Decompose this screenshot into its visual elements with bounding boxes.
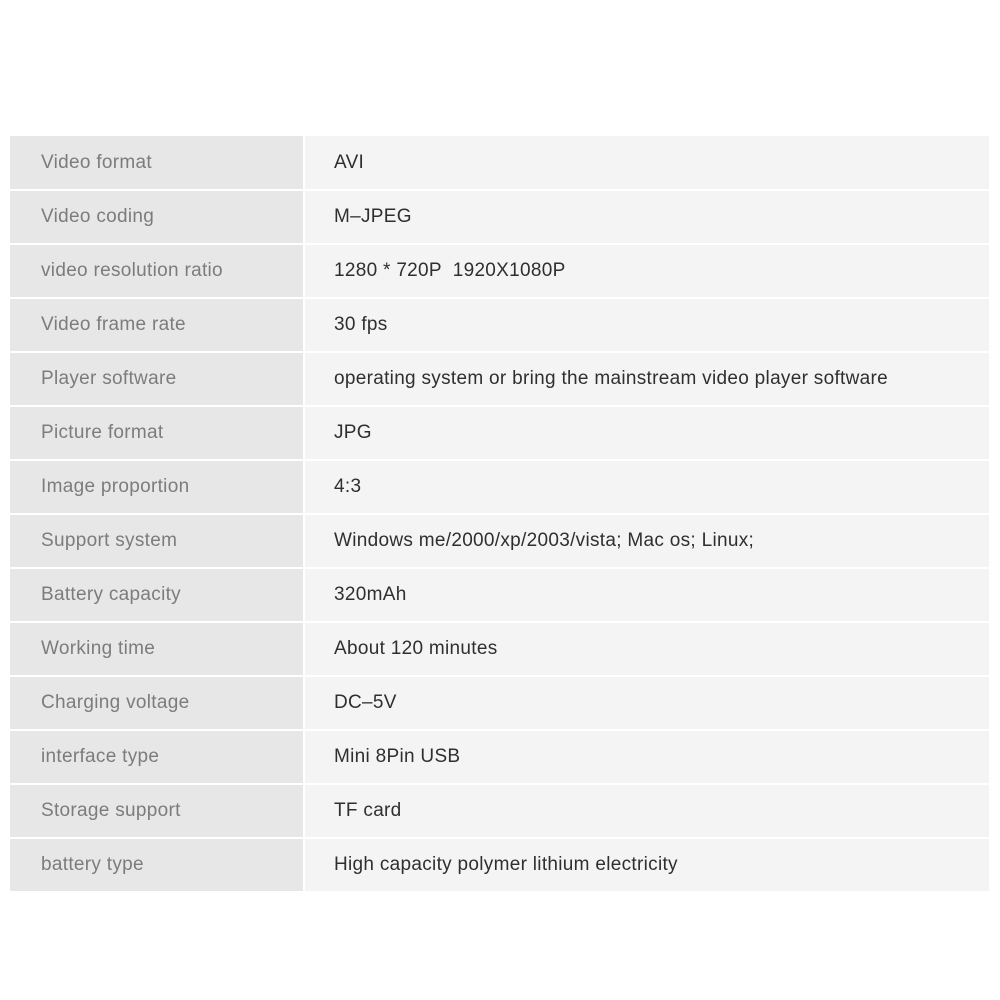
spec-label: Picture format — [10, 406, 304, 460]
spec-value: M–JPEG — [304, 190, 989, 244]
spec-table-body — [10, 136, 989, 892]
spec-label: Video format — [10, 136, 304, 190]
spec-label: Working time — [10, 622, 304, 676]
spec-value: DC–5V — [304, 676, 989, 730]
spec-row — [10, 838, 989, 892]
spec-row — [10, 676, 989, 730]
spec-row — [10, 622, 989, 676]
spec-value: TF card — [304, 784, 989, 838]
spec-label: Video coding — [10, 190, 304, 244]
spec-label: Player software — [10, 352, 304, 406]
spec-row — [10, 514, 989, 568]
spec-row — [10, 298, 989, 352]
spec-value: JPG — [304, 406, 989, 460]
spec-label: Charging voltage — [10, 676, 304, 730]
spec-row — [10, 190, 989, 244]
spec-value: Mini 8Pin USB — [304, 730, 989, 784]
spec-row — [10, 568, 989, 622]
spec-value: 30 fps — [304, 298, 989, 352]
spec-row — [10, 352, 989, 406]
spec-row — [10, 406, 989, 460]
spec-label: battery type — [10, 838, 304, 892]
spec-value: About 120 minutes — [304, 622, 989, 676]
spec-value: High capacity polymer lithium electricity — [304, 838, 989, 892]
spec-label: Storage support — [10, 784, 304, 838]
spec-row — [10, 244, 989, 298]
spec-value: 1280 * 720P 1920X1080P — [304, 244, 989, 298]
spec-table — [10, 136, 989, 893]
spec-row — [10, 136, 989, 190]
spec-label: Image proportion — [10, 460, 304, 514]
spec-label: video resolution ratio — [10, 244, 304, 298]
spec-row — [10, 730, 989, 784]
spec-label: Support system — [10, 514, 304, 568]
spec-value: AVI — [304, 136, 989, 190]
spec-value: operating system or bring the mainstream video player software — [304, 352, 989, 406]
spec-row — [10, 460, 989, 514]
spec-label: interface type — [10, 730, 304, 784]
spec-value: Windows me/2000/xp/2003/vista; Mac os; Linux; — [304, 514, 989, 568]
spec-label: Battery capacity — [10, 568, 304, 622]
spec-row — [10, 784, 989, 838]
spec-value: 4:3 — [304, 460, 989, 514]
spec-value: 320mAh — [304, 568, 989, 622]
spec-label: Video frame rate — [10, 298, 304, 352]
